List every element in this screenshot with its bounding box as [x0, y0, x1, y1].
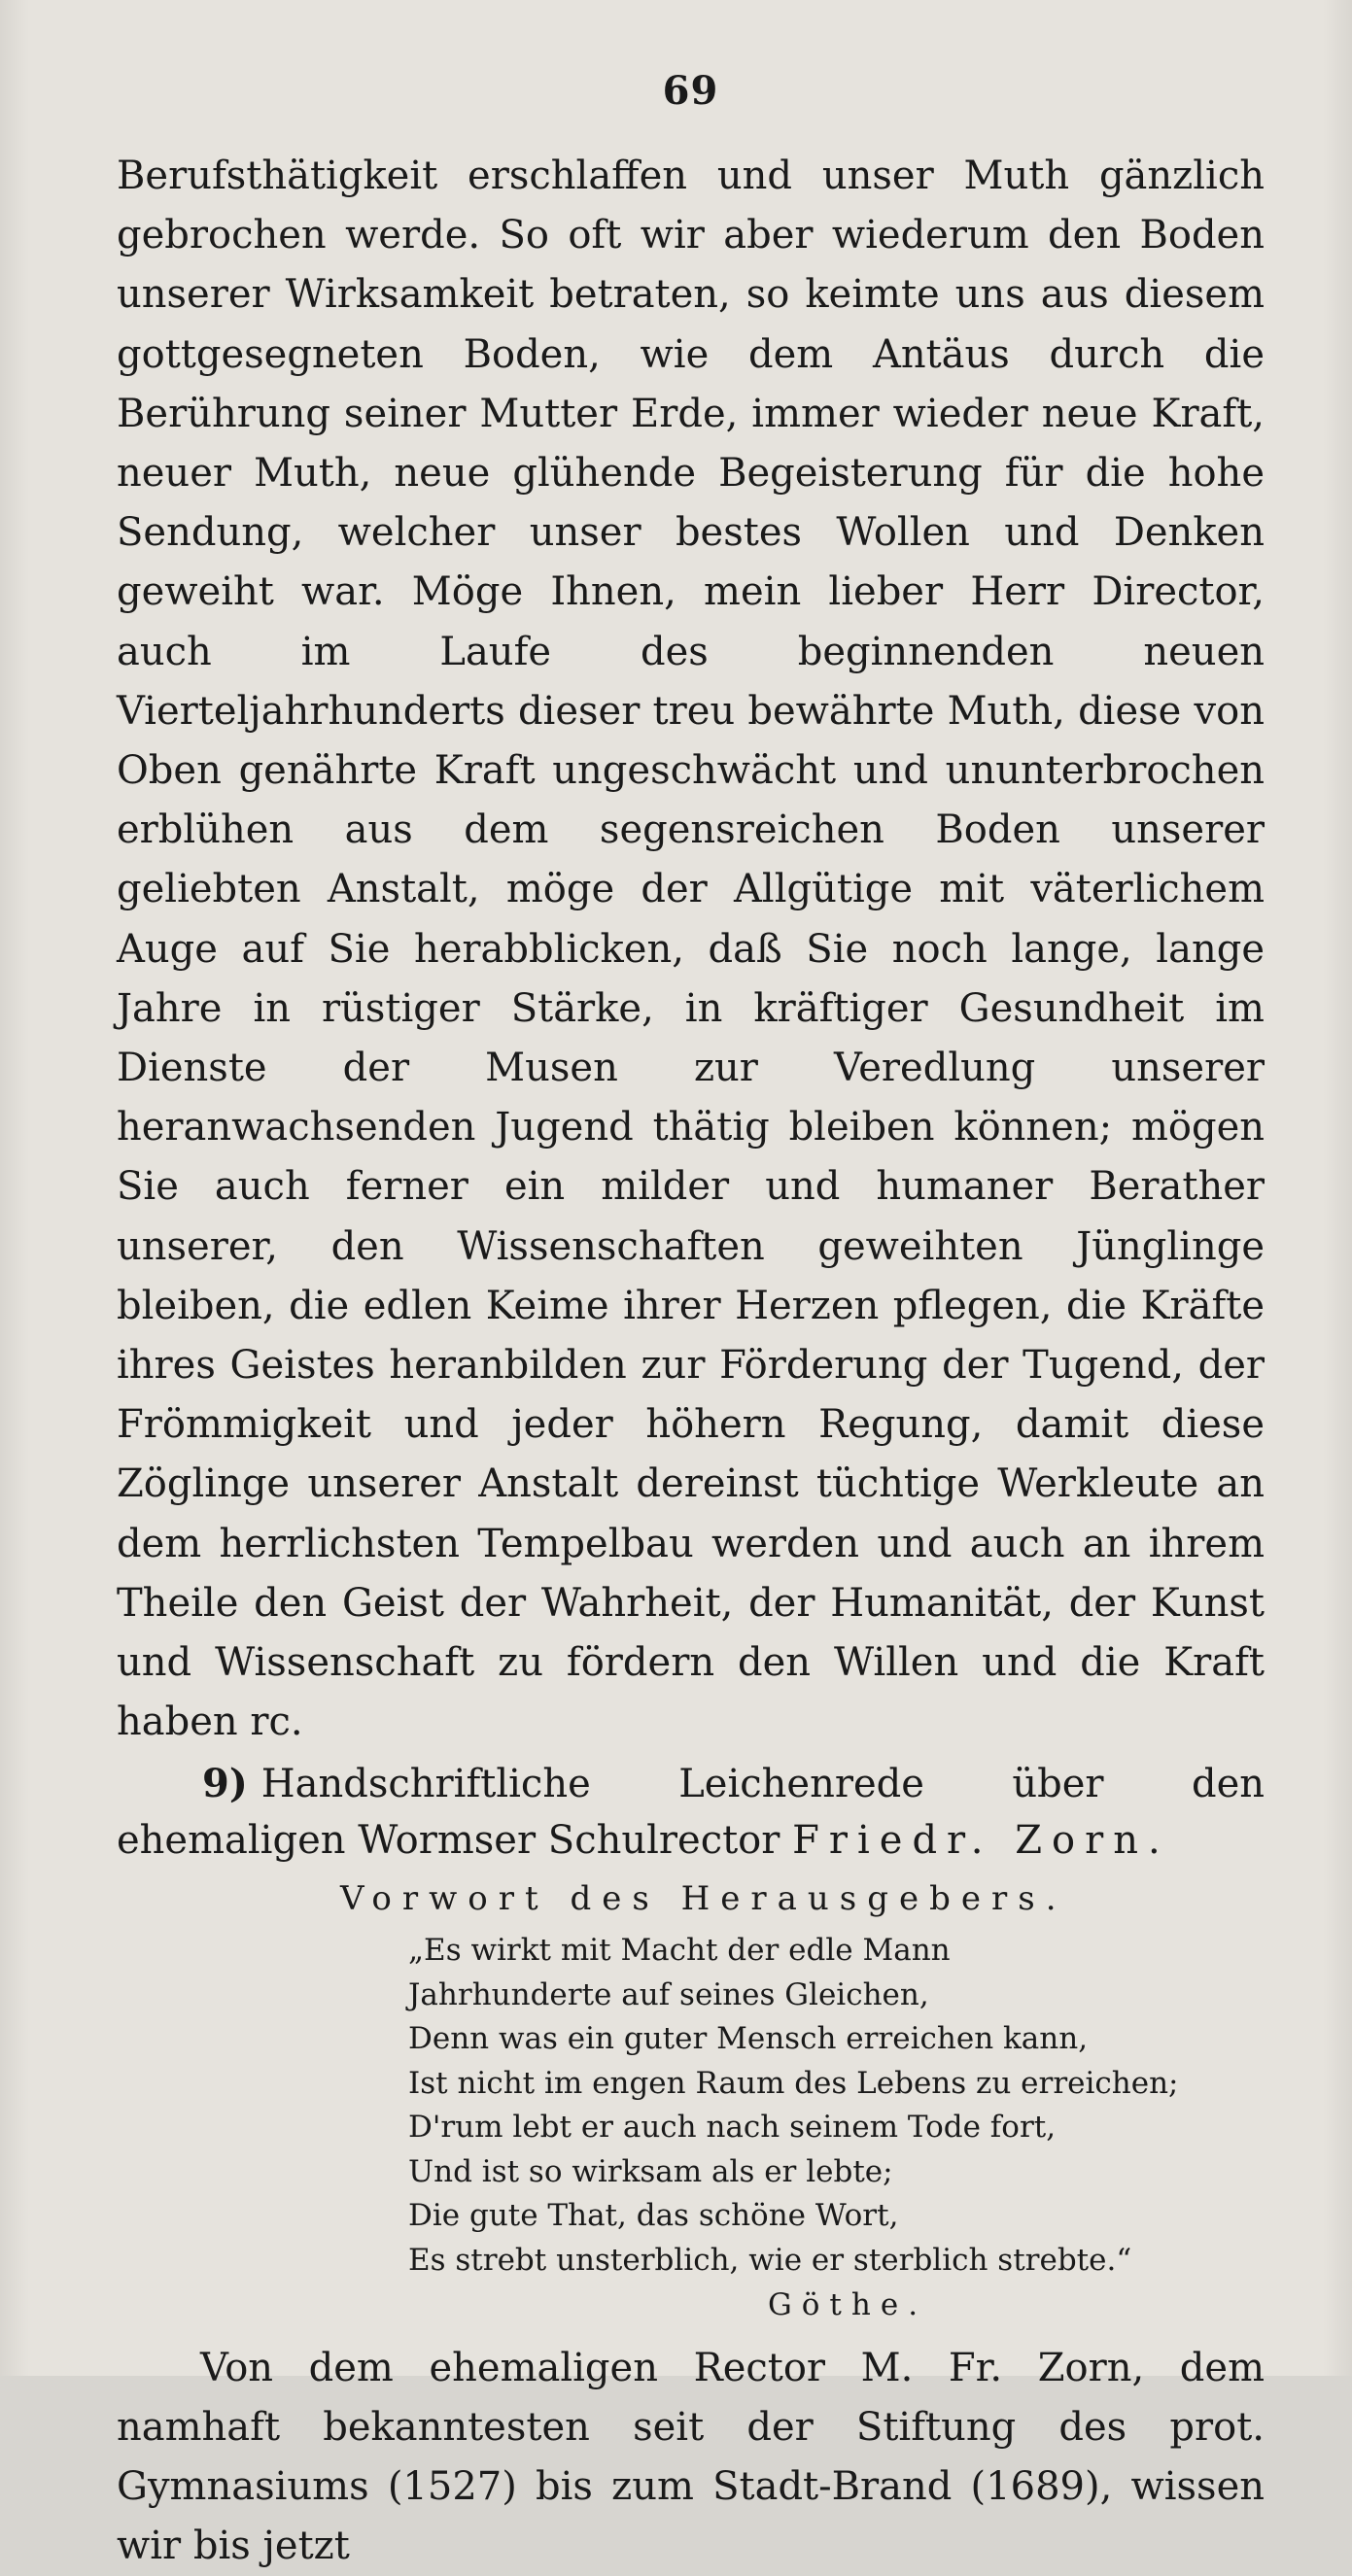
poem-line: Ist nicht im engen Raum des Lebens zu erreichen;: [408, 2065, 1179, 2101]
item-number: 9): [202, 1761, 248, 1807]
page-number: 69: [662, 68, 719, 114]
poem-line: D'rum lebt er auch nach seinem Tode fort,: [408, 2110, 1057, 2146]
main-text-block: [117, 147, 1265, 1752]
poem-line: „Es wirkt mit Macht der edle Mann: [408, 1933, 951, 1969]
item-title: Handschriftliche Leichenrede über den ehemaligen Wormser Schulrector: [117, 1762, 1265, 1864]
poem-quote: [408, 1929, 1265, 2283]
poem-line: Und ist so wirksam als er lebte;: [408, 2153, 893, 2189]
poem-author: Göthe.: [768, 2287, 928, 2323]
closing-paragraph: Von dem ehemaligen Rector M. Fr. Zorn, dem namhaft bekanntesten seit der Stiftung des prot. Gymnasiums (1527) bis zum Stadt-Brand (1689), wissen wir bis jetzt: [117, 2346, 1265, 2569]
poem-line: Denn was ein guter Mensch erreichen kann,: [408, 2021, 1089, 2057]
list-item-9: [117, 1756, 1265, 1869]
main-paragraph: Berufsthätigkeit erschlaffen und unser Muth gänzlich gebrochen werde. So oft wir aber wiederum den Boden unserer Wirksamkeit betraten, so keimte uns aus diesem gottgesegneten Boden, wie dem Antäus durch die Berührung seiner Mutter Erde, immer wieder neue Kraft, neuer Muth, neue glühende Begeisterung für die hohe Sendung, welcher unser bestes Wollen und Denken geweiht war. Möge Ihnen, mein lieber Herr Director, auch im Laufe des beginnenden neuen Vierteljahrhunderts dieser treu bewährte Muth, diese von Oben genährte Kraft ungeschwächt und ununterbrochen erblühen aus dem segensreichen Boden unserer geliebten Anstalt, möge der Allgütige mit väterlichem Auge auf Sie herabblicken, daß Sie noch lange, lange Jahre in rüstiger Stärke, in kräftiger Gesundheit im Dienste der Musen zur Veredlung unserer heranwachsenden Jugend thätig bleiben können; mögen Sie auch ferner ein milder und humaner Berather unserer, den Wissenschaften geweihten Jünglinge bleiben, die edlen Keime ihrer Herzen pflegen, die Kräfte ihres Geistes heranbilden zur Förderung der Tugend, der Frömmigkeit und jeder höhern Regung, damit diese Zöglinge unserer Anstalt dereinst tüchtige Werkleute an dem herrlichsten Tempelbau werden und auch an ihrem Theile den Geist der Wahrheit, der Humanität, der Kunst und Wissenschaft zu fördern den Willen und die Kraft haben rc.: [117, 154, 1265, 1745]
preface-heading: Vorwort des Herausgebers.: [340, 1879, 1067, 1919]
poem-line: Es strebt unsterblich, wie er sterblich strebte.“: [408, 2242, 1132, 2278]
poem-line: Jahrhunderte auf seines Gleichen,: [408, 1976, 929, 2012]
item-person-name: Friedr. Zorn.: [792, 1818, 1170, 1864]
poem-line: Die gute That, das schöne Wort,: [408, 2198, 899, 2234]
